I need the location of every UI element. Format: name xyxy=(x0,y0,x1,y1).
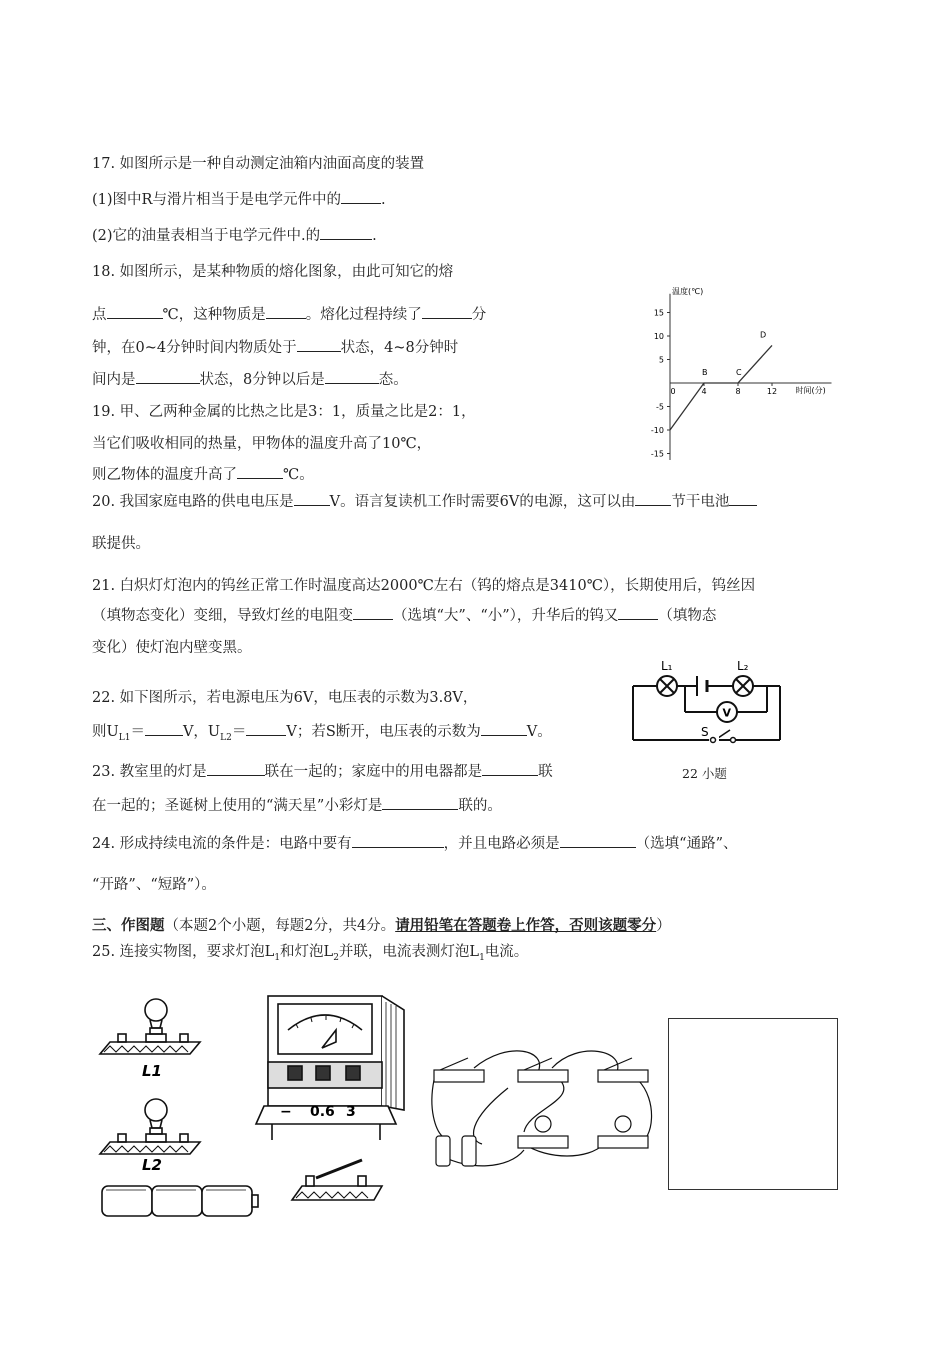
q18-blank-1[interactable] xyxy=(107,304,163,320)
q19-line1: 19. 甲、乙两种金属的比热之比是3：1，质量之比是2：1， xyxy=(92,404,476,420)
q22-sub-l1: L1 xyxy=(118,732,131,743)
q18-line4 xyxy=(92,368,408,389)
q21-blank-1[interactable] xyxy=(353,605,393,621)
q21-blank-2[interactable] xyxy=(618,605,658,621)
q18-text-g: 间内是 xyxy=(92,372,136,388)
q21-line3: 变化）使灯泡内壁变黑。 xyxy=(92,640,252,656)
q23-text-b: 联在一起的；家庭中的用电器都是 xyxy=(264,764,483,780)
q23-text-d: 在一起的；圣诞树上使用的“满天星”小彩灯是 xyxy=(92,798,383,814)
q20-blank-2[interactable] xyxy=(635,491,671,507)
chart-y-tick-label: -5 xyxy=(656,402,664,412)
q22-text-f: V。 xyxy=(526,724,552,740)
chart-series-line xyxy=(670,345,772,430)
q18-text-i: 态。 xyxy=(378,372,408,388)
q23-blank-3[interactable] xyxy=(382,795,458,811)
q18-blank-5[interactable] xyxy=(136,369,200,385)
chart-x-tick-label: 8 xyxy=(735,387,741,396)
q24-text-b: ，并且电路必须是 xyxy=(443,836,560,852)
lamp-l2-icon xyxy=(100,1099,200,1154)
chart-point-label: D xyxy=(760,330,767,340)
q22-label-v: V xyxy=(722,706,732,720)
answer-drawing-box[interactable] xyxy=(668,1018,838,1190)
lamp-l1-label: L1 xyxy=(142,1062,162,1080)
section3-title: 三、作图题 xyxy=(92,917,165,934)
q22-blank-2[interactable] xyxy=(246,721,286,737)
q18-line2 xyxy=(92,303,486,324)
q17-p1-text: (1)图中R与滑片相当于是电学元件中的 xyxy=(92,192,341,208)
q23-text-e: 联的。 xyxy=(458,798,502,814)
q20-text-a: 20. 我国家庭电路的供电电压是 xyxy=(92,494,294,510)
q21-line1: 21. 白炽灯灯泡内的钨丝正常工作时温度高达2000℃左右（钨的熔点是3410℃），长期使用后，钨丝因 xyxy=(92,578,756,594)
q24-text-c: （选填“通路”、 xyxy=(635,836,738,852)
q23-line2 xyxy=(92,794,502,815)
q22-label-s: S xyxy=(701,725,709,739)
q20-line1 xyxy=(92,490,757,511)
chart-point-label: B xyxy=(702,368,708,377)
melting-chart xyxy=(640,280,860,460)
chart-x-tick-label: 12 xyxy=(766,387,778,396)
q22-sub-l2: L2 xyxy=(220,732,232,743)
q23-blank-2[interactable] xyxy=(482,761,538,777)
q25-sub-2: 2 xyxy=(333,952,339,963)
q17-stem: 17. 如图所示是一种自动测定油箱内油面高度的装置 xyxy=(92,156,425,172)
q22-text-e: V；若S断开，电压表的示数为 xyxy=(286,724,481,740)
q17-p2-end: . xyxy=(372,228,377,244)
q18-line1: 18. 如图所示，是某种物质的熔化图象，由此可知它的熔 xyxy=(92,264,454,280)
q23-text-c: 联 xyxy=(538,764,553,780)
q22-label-l2: L₂ xyxy=(737,659,749,673)
chart-x-tick-label: 4 xyxy=(701,387,707,396)
q22-line2 xyxy=(92,720,552,743)
q25-text-d: 电流。 xyxy=(484,944,529,960)
chart-y-tick-label: 15 xyxy=(653,308,664,318)
section3-note: 请用铅笔在答题卷上作答，否则该题零分 xyxy=(395,917,657,934)
section3-end: ） xyxy=(656,918,671,934)
q18-blank-3[interactable] xyxy=(422,304,472,320)
q18-blank-6[interactable] xyxy=(325,369,379,385)
q22-text-b: ＝ xyxy=(130,724,145,740)
q24-blank-1[interactable] xyxy=(352,833,444,849)
chart-y-tick-label: -10 xyxy=(650,426,664,435)
q25-stem xyxy=(92,940,528,963)
q23-blank-1[interactable] xyxy=(207,761,265,777)
switch-icon xyxy=(292,1160,382,1200)
q24-text-a: 24. 形成持续电流的条件是：电路中要有 xyxy=(92,836,352,852)
q20-text-c: 节干电池 xyxy=(671,494,730,510)
q18-text-e: 钟，在0~4分钟时间内物质处于 xyxy=(92,340,297,356)
q23-line1 xyxy=(92,760,553,781)
q18-text-c: 。熔化过程持续了 xyxy=(305,307,422,323)
q25-text-a: 25. 连接实物图，要求灯泡L xyxy=(92,944,275,960)
q25-sub-3: 1 xyxy=(479,952,485,963)
q18-text-d: 分 xyxy=(471,307,487,323)
q24-blank-2[interactable] xyxy=(560,833,636,849)
lamp-l1-icon xyxy=(100,999,200,1054)
section3-header xyxy=(92,914,671,935)
q18-blank-2[interactable] xyxy=(266,304,306,320)
q17-blank-1[interactable] xyxy=(341,189,381,205)
q17-p1-end: . xyxy=(380,192,386,208)
q22-text-d: ＝ xyxy=(231,724,247,740)
chart-y-tick-label: 10 xyxy=(653,332,664,341)
q19-line2: 当它们吸收相同的热量，甲物体的温度升高了10℃， xyxy=(92,436,432,452)
section3-desc: （本题2个小题，每题2分，共4分。 xyxy=(164,918,396,934)
ammeter-3-label: 3 xyxy=(346,1104,356,1120)
q19-blank-1[interactable] xyxy=(237,464,283,480)
q18-text-a: 点 xyxy=(92,307,107,323)
q25-components-figure xyxy=(96,990,416,1220)
q22-caption: 22 小题 xyxy=(682,766,727,781)
q20-blank-3[interactable] xyxy=(729,491,757,507)
q24-line1 xyxy=(92,832,738,853)
q18-line3 xyxy=(92,336,458,357)
q24-line2: “开路”、“短路”）。 xyxy=(92,877,216,893)
q22-blank-1[interactable] xyxy=(145,721,183,737)
q25-circuit-example-figure xyxy=(428,1040,664,1170)
q20-text-b: V。语言复读机工作时需要6V的电源，这可以由 xyxy=(329,494,636,510)
q22-text-a: 则U xyxy=(92,724,119,740)
q17-p2-text: (2)它的油量表相当于电学元件中.的 xyxy=(92,228,321,244)
q23-text-a: 23. 教室里的灯是 xyxy=(92,764,207,780)
chart-point-label: C xyxy=(736,368,742,377)
q22-line1: 22. 如下图所示，若电源电压为6V，电压表的示数为3.8V， xyxy=(92,690,478,706)
q18-text-h: 状态，8分钟以后是 xyxy=(199,372,325,388)
chart-x-label: 时间(分) xyxy=(795,386,826,395)
battery-icon xyxy=(102,1186,258,1216)
chart-y-tick-label: -15 xyxy=(650,449,664,459)
q21-line2 xyxy=(92,604,716,625)
q25-sub-1: 1 xyxy=(274,952,281,963)
q18-blank-4[interactable] xyxy=(297,337,341,353)
q21-text-a: （填物态变化）变细，导致灯丝的电阻变 xyxy=(92,608,353,624)
q18-text-b: ℃，这种物质是 xyxy=(162,307,266,323)
q17-part2 xyxy=(92,224,377,245)
q22-text-c: V，U xyxy=(182,724,221,740)
q22-label-l1: L₁ xyxy=(661,659,673,673)
q20-line2: 联提供。 xyxy=(92,536,150,552)
q19-line3 xyxy=(92,463,314,484)
q25-text-b: 和灯泡L xyxy=(280,944,334,960)
chart-y-label: 温度(℃) xyxy=(672,287,704,296)
ammeter-06-label: 0.6 xyxy=(310,1104,335,1120)
q22-blank-3[interactable] xyxy=(481,721,527,737)
q19-text-b: ℃。 xyxy=(283,467,314,483)
q18-text-f: 状态，4~8分钟时 xyxy=(340,340,459,356)
q17-part1 xyxy=(92,188,386,209)
chart-x-tick-label: 0 xyxy=(670,387,676,396)
q17-blank-2[interactable] xyxy=(320,225,372,241)
q22-circuit-diagram xyxy=(625,658,790,748)
q21-text-c: （填物态 xyxy=(658,608,717,624)
q25-text-c: 并联，电流表测灯泡L xyxy=(338,944,480,960)
lamp-l2-label: L2 xyxy=(142,1156,162,1174)
q21-text-b: （选填“大”、“小”），升华后的钨又 xyxy=(393,608,619,624)
q20-blank-1[interactable] xyxy=(294,491,330,507)
ammeter-minus-label: − xyxy=(280,1104,292,1120)
chart-y-tick-label: 5 xyxy=(658,355,664,365)
q19-text-a: 则乙物体的温度升高了 xyxy=(92,467,237,483)
